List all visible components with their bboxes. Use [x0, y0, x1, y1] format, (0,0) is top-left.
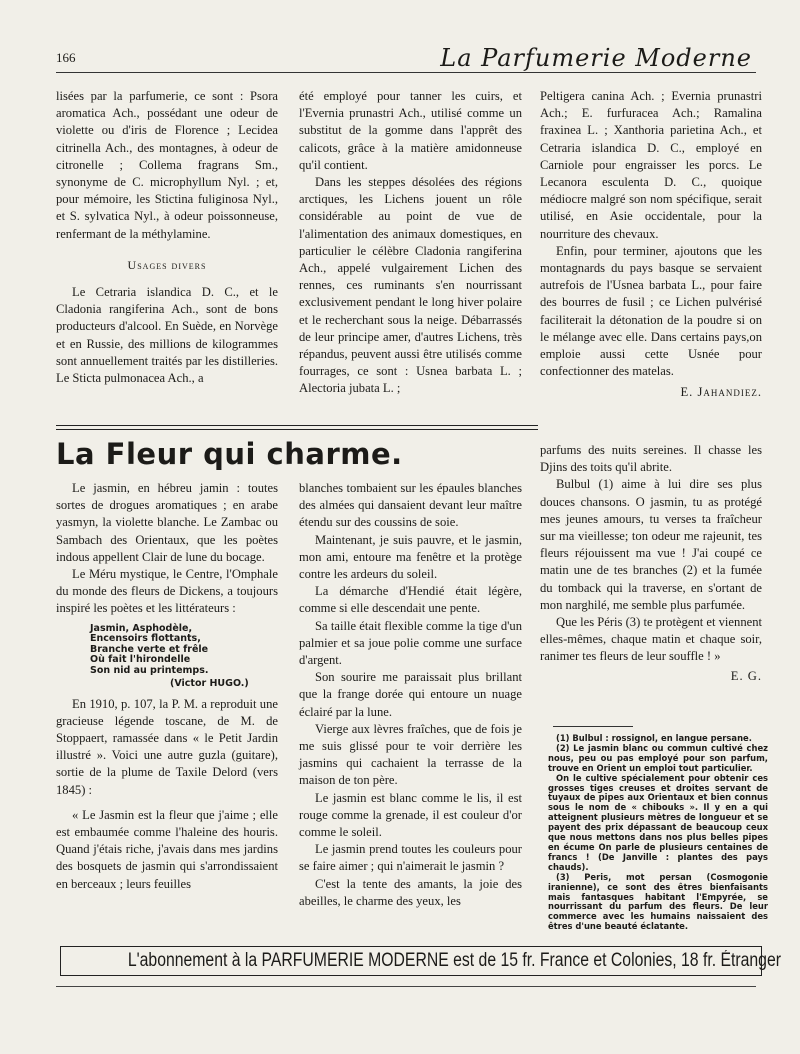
- poem-line: Encensoirs flottants,: [90, 633, 201, 645]
- bottom-rule: [56, 986, 756, 987]
- subscription-banner: [60, 946, 781, 976]
- article-column-2: [299, 480, 522, 910]
- poem-line: Où fait l'hirondelle: [90, 654, 191, 666]
- paragraph: En 1910, p. 107, la P. M. a reproduit une gracieuse légende toscane, de M. de Stoppaert, ramassée dans « le Petit Jardin illustré ». Voici une autre guzla (guitare), sortie de la plume de Taxile Delord (vers 1845) :: [56, 696, 278, 797]
- article-column-3: [540, 442, 762, 685]
- paragraph: Sa taille était flexible comme la tige d'un palmier et sa joue polie comme une surface d'argent.: [299, 618, 522, 668]
- paragraph: Que les Péris (3) te protègent et viennent elles-mêmes, chaque matin et chaque soir, ranimer tes fleurs de leur souffle ! »: [540, 615, 762, 664]
- footnote: On le cultive spécialement pour obtenir ces grosses tiges creuses et droites servant de tuyaux de pipes aux Orientaux et bien connus sous le nom de « chibouks ». Il y en a qui atteignent plusieurs mètres de longueur et se payent des prix dépassant de beaucoup ceux que nous mettons dans nos plus belles pipes en écume On parle de plusieurs centaines de francs ! (De Janville : plantes des pays chauds).: [548, 772, 768, 872]
- paragraph: lisées par la parfumerie, ce sont : Psora aromatica Ach., possédant une odeur de violette ou d'iris de Florence ; Lecidea citrinella Ach., des montagnes, à odeur de citronelle ; Collema fragrans Sm., synonyme de C. microphyllum Nyl. ; et, pour mémoire, les Stictina fuliginosa Nyl., et S. sylvatica Nyl., à odeur poissonneuse, renfermant de la méthylamine.: [56, 89, 278, 241]
- signature: E. Jahandiez.: [680, 385, 762, 400]
- top-article-column-3: [540, 88, 762, 402]
- paragraph: Vierge aux lèvres fraîches, que de fois je me suis glissé pour te voir derrière les jasmins qui cachaient la terrasse de la maison de ton père.: [299, 721, 522, 788]
- top-article-column-2: [299, 88, 522, 398]
- header-rule: [56, 72, 756, 73]
- article-column-1: [56, 480, 278, 893]
- separator-rule: [56, 429, 538, 430]
- subheading: Usages divers: [127, 257, 207, 272]
- paragraph: blanches tombaient sur les épaules blanches des almées qui dansaient devant leur maître étendu sur des coussins de soie.: [299, 481, 522, 530]
- subscription-banner-text: L'abonnement à la PARFUMERIE MODERNE est de 15 fr. France et Colonies, 18 fr. Étranger: [127, 950, 781, 971]
- paragraph: C'est la tente des amants, la joie des abeilles, le charme des yeux, les: [299, 876, 522, 908]
- footnote-rule: [553, 726, 633, 727]
- paragraph: Le Méru mystique, le Centre, l'Omphale du monde des fleurs de Dickens, a toujours inspiré les poètes et les littérateurs :: [56, 567, 278, 616]
- article-title: La Fleur qui charme.: [56, 437, 403, 471]
- paragraph: Le jasmin est blanc comme le lis, il est rouge comme la grenade, il est couleur d'or comme le soleil.: [299, 790, 522, 840]
- poem-author: (Victor HUGO.): [170, 678, 249, 690]
- poem-line: Jasmin, Asphodèle,: [90, 622, 193, 634]
- page-number: 166: [56, 50, 76, 65]
- signature: E. G.: [730, 668, 762, 683]
- paragraph: Le Cetraria islandica D. C., et le Cladonia rangiferina Ach., sont de bons producteurs d'alcool. En Suède, en Norvège et en Russie, des millions de kilogrammes sont annuellement traités par les distilleries. Le Sticta pulmonacea Ach., a: [56, 285, 278, 386]
- separator-rule: [56, 425, 538, 426]
- footnote: (2) Le jasmin blanc ou commun cultivé chez nous, peu ou pas employé pour son parfum, trouve en Orient un emploi tout particulier.: [548, 742, 768, 773]
- footnote: (3) Peris, mot persan (Cosmogonie iranienne), ce sont des êtres bienfaisants mais fantasques habitant l'Empyrée, se nourrissant du parfum des fleurs. De leur commerce avec les humains naissaient des êtres d'une beauté éclatante.: [548, 871, 768, 932]
- poem-line: Son nid au printemps.: [90, 664, 209, 676]
- paragraph: Son sourire me paraissait plus brillant que la frange dorée qui entoure un nuage éclairé par la lune.: [299, 670, 522, 719]
- poem-line: Branche verte et frêle: [90, 643, 209, 655]
- footnote: (1) Bulbul : rossignol, en langue persane.: [556, 733, 752, 743]
- paragraph: été employé pour tanner les cuirs, et l'Evernia prunastri Ach., utilisé comme un substitut de la gomme dans l'apprêt des calicots, grâce à la matière amidonneuse qu'il contient.: [299, 89, 522, 172]
- paragraph: parfums des nuits sereines. Il chasse les Djins des toits qu'il abrite.: [540, 443, 762, 475]
- running-title: La Parfumerie Moderne: [440, 44, 752, 72]
- paragraph: Bulbul (1) aime à lui dire ses plus douces chansons. O jasmin, tu as protégé mes jeunes amours, tu verses ta fraîcheur sur ma vieillesse; ton odeur me rajeunit, tes fleurs réjouissent ma vue ! J'ai coupé ce matin une de tes branches (2) et la fumée du tomback qui la traverse, en s'ortant de mon narghilé, me semble plus parfumée.: [540, 477, 762, 612]
- poem: [90, 624, 278, 690]
- paragraph: Dans les steppes désolées des régions arctiques, les Lichens jouent un rôle considérable au point de vue de l'alimentation des animaux domestiques, en particulier le célèbre Cladonia rangiferina Ach., appelé vulgairement Lichen des rennes, ces ruminants s'en nourrissant exclusivement pendant le long hiver polaire et le recherchant sous la neige. Débarrassés de leur principe amer, d'autres Lichens, très répandus, peuvent aussi être utilisés comme fourrages, ce sont : Usnea barbata L. ; Alectoria jubata L. ;: [299, 175, 522, 396]
- paragraph: Maintenant, je suis pauvre, et le jasmin, mon ami, entoure ma fenêtre et la protège contre les ardeurs du soleil.: [299, 532, 522, 582]
- paragraph: La démarche d'Hendié était légère, comme si elle descendait une pente.: [299, 584, 522, 616]
- paragraph: Peltigera canina Ach. ; Evernia prunastri Ach.; E. furfuracea Ach.; Ramalina fraxinea L. ; Xanthoria parietina Ach., et Cetraria islandica D. C., employé en Carniole pour engraisser les porcs. Le Lecanora esculenta D. C., quoique médiocre malgré son nom spécifique, serait utilisé, en Asie occidentale, pour la nourriture des chevaux.: [540, 89, 762, 241]
- paragraph: Le jasmin prend toutes les couleurs pour se faire aimer ; qui n'aimerait le jasmin ?: [299, 842, 522, 874]
- paragraph: Le jasmin, en hébreu jamin : toutes sortes de drogues aromatiques ; en arabe yasmyn, la violette blanche. Le Zambac ou Sambach des Orientaux, que les poètes indous appellent Clair de lune du bocage.: [56, 481, 278, 564]
- paragraph: Enfin, pour terminer, ajoutons que les montagnards du pays basque se servaient autrefois de l'Usnea barbata L., pour faire des bourres de fusil ; ce Lichen pulvérisé faciliterait la détonation de la poudre si on le mélange avec elle. Dans certains pays,on emploie aussi cette Usnée pour confectionner des matelas.: [540, 243, 762, 379]
- footnotes: [548, 734, 768, 932]
- top-article-column-1: [56, 88, 278, 387]
- paragraph: « Le Jasmin est la fleur que j'aime ; elle est embaumée comme l'haleine des houris. Quand j'étais riche, j'avais dans mes jardins des bosquets de jasmin qui s'arrondissaient en berceaux ; leurs feuilles: [56, 807, 278, 891]
